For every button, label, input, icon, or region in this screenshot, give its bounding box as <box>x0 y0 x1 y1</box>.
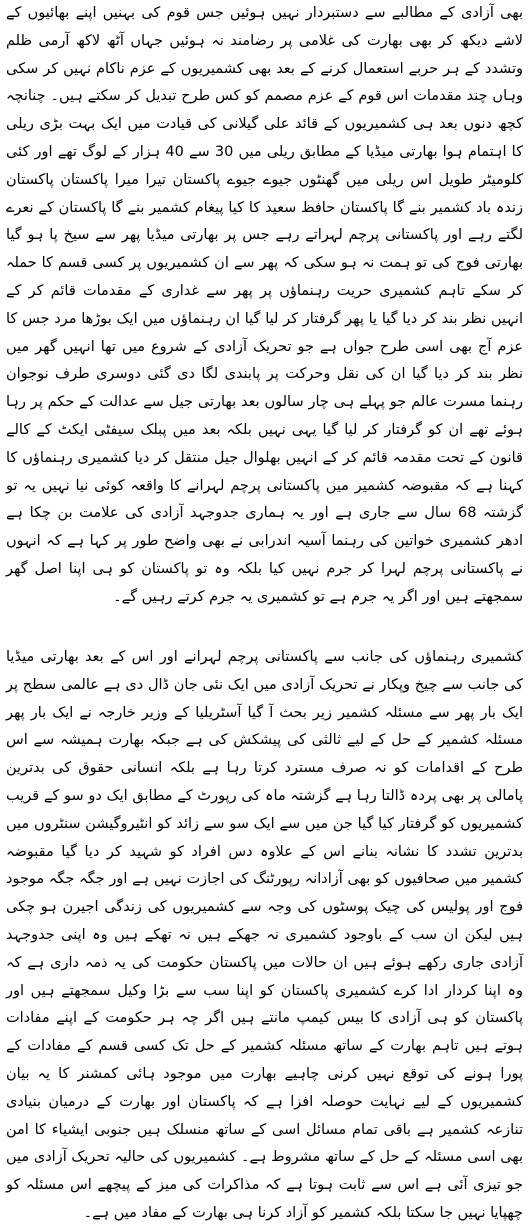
body-paragraph-1: بھی آزادی کے مطالبے سے دستبردار نہیں ہوئیں جس قوم کی بہنیں اپنے بھائیوں کے لاشے دیکھ کر بھی بھارت کی غلامی پر رضامند نہ ہوئیں جہاں آٹھ لاکھ آرمی ظلم وتشدد کے ہر حربے استعمال کرنے کے بعد بھی کشمیریوں کے عزم ناکام نہیں کر سکی وہاں چند مقدمات اس قوم کے عزم مصمم کو کس طرح تبدیل کر سکتے ہیں۔ چنانچہ کچھ دنوں بعد ہی کشمیریوں کے قائد علی گیلانی کی قیادت میں ایک بہت بڑی ریلی کا اہتمام ہوا بھارتی میڈیا کے مطابق ریلی میں 30 سے 40 ہزار کے لوگ تھے اور کئی کلومیٹر طویل اس ریلی میں گھنٹوں جیوے جیوے پاکستان تیرا میرا پاکستان پاکستان زندہ باد کشمیر بنے گا پاکستان حافظ سعید کا کیا پیغام کشمیر بنے گا پاکستان کے نعرے لگتے رہے اور پاکستانی پرچم لہراتے رہے جس پر بھارتی میڈیا پھر سے سیخ پا ہو گیا بھارتی فوج کی تو ہمت نہ ہو سکی کہ پھر سے ان کشمیریوں پر کسی قسم کا حملہ کر سکے تاہم کشمیری حریت رہنماؤں پر پھر سے غداری کے مقدمات قائم کر کے انہیں نظر بند کر دیا گیا یا پھر گرفتار کر لیا گیا ان رہنماؤں میں ایک بوڑھا مرد جس کا عزم آج بھی اسی طرح جواں ہے جو تحریک آزادی کے شروع میں تھا انہیں گھر میں نظر بند کر دیا گیا ان کی نقل وحرکت پر پابندی لگا دی گئی دوسری طرف نوجوان رہنما مسرت عالم جو پہلے ہی چار سالوں بعد بھارتی جیل سے عدالت کے حکم پر رہا ہوئے تھے ان کو گرفتار کر لیا گیا یہی نہیں بلکہ بعد میں پبلک سیفٹی ایکٹ کے کالے قانون کے تحت مقدمہ قائم کر کے انہیں بھلوال جیل منتقل کر دیا کشمیری رہنماؤں کا کہنا ہے کہ مقبوضہ کشمیر میں پاکستانی پرچم لہرانے کا واقعہ کوئی نیا نہیں یہ تو گزشتہ 68 سال سے جاری ہے اور یہ ہماری جدوجہد آزادی کی علامت بن چکا ہے ادھر کشمیری خواتین کی رہنما آسیہ اندرابی نے بھی واضح طور پر کہا ہے کہ انہوں نے پاکستانی پرچم لہرا کر جرم نہیں کیا بلکہ وہ تو پاکستان کو ہی اپنا اصل گھر سمجھتے ہیں اور اگر یہ جرم ہے تو کشمیری یہ جرم کرتے رہیں گے۔ <box>6 5 523 605</box>
body-paragraph-2: کشمیری رہنماؤں کی جانب سے پاکستانی پرچم لہرانے اور اس کے بعد بھارتی میڈیا کی جانب سے چیخ وپکار نے تحریک آزادی میں ایک نئی جان ڈال دی ہے عالمی سطح پر ایک بار پھر سے مسئلہ کشمیر زیر بحث آ گیا آسٹریلیا کے وزیر خارجہ نے ایک بار پھر مسئلہ کشمیر کے حل کے لیے ثالثی کی پیشکش کی ہے جبکہ بھارت ہمیشہ سے اس طرح کے اقدامات کو نہ صرف مسترد کرتا رہا ہے بلکہ انسانی حقوق کی بدترین پامالی پر بھی پردہ ڈالتا رہا ہے گزشتہ ماہ کی رپورٹ کے مطابق ایک دو سو کے قریب کشمیریوں کو گرفتار کیا گیا جن میں سے ایک سو سے زائد کو انٹیروگیشن سنٹروں میں بدترین تشدد کا نشانہ بنانے اس کے علاوہ دس افراد کو شہید کر دیا گیا مقبوضہ کشمیر میں صحافیوں کو بھی آزادانہ رپورٹنگ کی اجازت نہیں ہے اور جگہ جگہ موجود فوج اور پولیس کی چیک پوسٹوں کی وجہ سے کشمیریوں کی زندگی اجیرن ہو چکی ہیں لیکن ان سب کے باوجود کشمیری نہ جھکے ہیں نہ تھکے ہیں وہ اپنی جدوجہد آزادی جاری رکھے ہوئے ہیں ان حالات میں پاکستان حکومت کی یہ ذمہ داری ہے کہ وہ اپنا کردار ادا کرے کشمیری پاکستان کو اپنا سب سے بڑا وکیل سمجھتے ہیں اور پاکستان کو ہی آزادی کا بیس کیمپ مانتے ہیں اگر چہ ہر حکومت کے اپنے مفادات ہوتے ہیں تاہم بھارت کے ساتھ مسئلہ کشمیر کے حل تک کسی قسم کے مفادات کے پورا ہونے کی توقع نہیں کرنی چاہیے بھارت میں موجود ہائی کمشنر کا یہ بیان کشمیریوں کے لیے نہایت حوصلہ افزا ہے کہ پاکستان اور بھارت کے درمیان بنیادی تنازعہ کشمیر ہے باقی تمام مسائل اسی کے ساتھ منسلک ہیں جنوبی ایشیاء کا امن بھی اسی مسئلہ کے حل کے ساتھ مشروط ہے۔ کشمیریوں کی حالیہ تحریک آزادی میں جو تیزی آئی ہے اس سے ثابت ہوتا ہے کہ مذاکرات کی میز کے پیچھے اس مسئلہ کو چھپایا نہیں جا سکتا بلکہ کشمیر کو آزاد کرنا ہی بھارت کے مفاد میں ہے۔ <box>6 649 523 1221</box>
